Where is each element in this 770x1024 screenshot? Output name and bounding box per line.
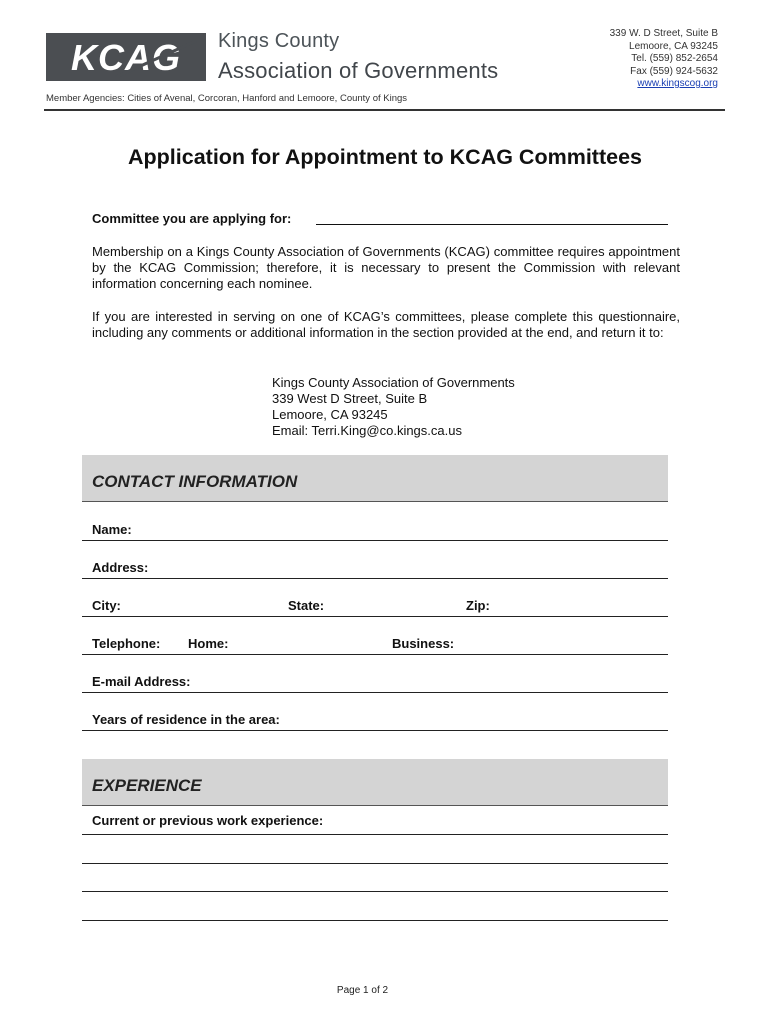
work-experience-label: Current or previous work experience: (92, 813, 324, 828)
header-divider (44, 109, 725, 111)
telephone-field[interactable] (82, 654, 668, 655)
zip-label: Zip: (466, 598, 490, 613)
return-email: Email: Terri.King@co.kings.ca.us (272, 423, 462, 438)
return-address-line: Kings County Association of Governments (272, 375, 515, 390)
telephone-label: Telephone: (92, 636, 161, 651)
city-label: City: (92, 598, 121, 613)
intro-paragraph: Membership on a Kings County Association of Governments (KCAG) committee requires appointment by the KCAG Commission; therefore, it is necessary to present the Commission with relevant information concerning each nominee. (92, 244, 680, 291)
kcag-logo-graphic (46, 33, 206, 81)
email-field[interactable] (82, 692, 668, 693)
business-phone-label: Business: (392, 636, 455, 651)
work-experience-line[interactable] (82, 891, 668, 892)
address-line: 339 W. D Street, Suite B (609, 28, 718, 39)
committee-applying-field[interactable] (316, 224, 668, 225)
org-name-line2: Association of Governments (218, 58, 499, 83)
phone-line: Tel. (559) 852-2654 (631, 53, 718, 64)
years-residence-field[interactable] (82, 730, 668, 731)
fax-line: Fax (559) 924-5632 (630, 65, 718, 77)
committee-applying-label: Committee you are applying for: (92, 211, 292, 226)
return-address-line: Lemoore, CA 93245 (272, 407, 388, 422)
address-field[interactable] (82, 578, 668, 579)
instructions-paragraph: If you are interested in serving on one of KCAG’s committees, please complete this questionnaire, including any comments or additional information in the section provided at the end, and return it to: (92, 309, 680, 340)
home-phone-label: Home: (188, 636, 229, 651)
website-link[interactable]: www.kingscog.org (637, 78, 718, 89)
page-title: Application for Appointment to KCAG Committees (128, 145, 642, 169)
member-agencies: Member Agencies: Cities of Avenal, Corcoran, Hanford and Lemoore, County of Kings (46, 93, 408, 104)
address-label: Address: (92, 560, 149, 575)
logo-lettering: KCAG (71, 37, 181, 78)
address-line: Lemoore, CA 93245 (629, 40, 718, 52)
experience-section-header (82, 759, 668, 806)
org-name-line1: Kings County (218, 30, 340, 52)
city-state-zip-field[interactable] (82, 616, 668, 617)
work-experience-line[interactable] (82, 920, 668, 921)
contact-address-block (610, 28, 718, 91)
name-field[interactable] (82, 540, 668, 541)
return-address-line: 339 West D Street, Suite B (272, 391, 428, 406)
work-experience-line[interactable] (82, 834, 668, 835)
email-label: E-mail Address: (92, 674, 191, 689)
return-address (272, 375, 515, 439)
name-label: Name: (92, 522, 132, 537)
years-residence-label: Years of residence in the area: (92, 712, 280, 727)
page-number: Page 1 of 2 (336, 985, 389, 996)
section-heading: CONTACT INFORMATION (92, 472, 298, 491)
work-experience-line[interactable] (82, 863, 668, 864)
kcag-logo (46, 33, 206, 81)
state-label: State: (288, 598, 325, 613)
contact-section-header (82, 455, 668, 502)
section-heading: EXPERIENCE (92, 776, 202, 795)
